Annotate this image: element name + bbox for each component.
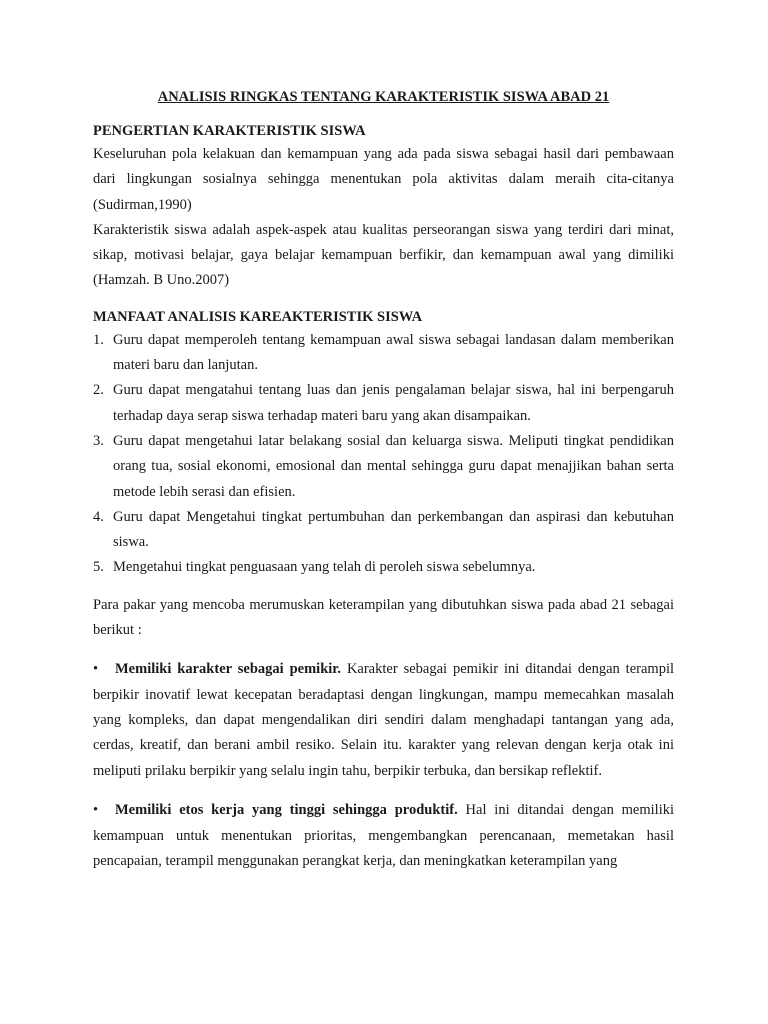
list-item	[93, 555, 674, 580]
document-content	[93, 86, 674, 889]
bullet-icon: •	[93, 802, 99, 819]
bullet-lead: Memiliki karakter sebagai pemikir.	[115, 661, 342, 678]
list-item	[93, 328, 674, 379]
list-item-text: Mengetahui tingkat penguasaan yang telah di peroleh siswa sebelumnya.	[113, 559, 536, 576]
section-heading-manfaat: MANFAAT ANALISIS KAREAKTERISTIK SISWA	[93, 308, 423, 325]
section-heading-pengertian: PENGERTIAN KARAKTERISTIK SISWA	[93, 123, 366, 139]
paragraph-definition-2: Karakteristik siswa adalah aspek-aspek atau kualitas perseorangan siswa yang terdiri dari minat, sikap, motivasi belajar, gaya belajar kemampuan berfikir, dan kemampuan awal yang dimiliki (Hamzah. B Uno.2007)	[93, 221, 674, 289]
list-item-text: Guru dapat Mengetahui tingkat pertumbuhan dan perkembangan dan aspirasi dan kebutuhan siswa.	[113, 508, 674, 551]
list-item-number: 3.	[93, 432, 104, 449]
list-item	[93, 378, 674, 429]
bullet-text: Hal ini ditandai dengan memiliki kemampuan untuk menentukan prioritas, mengembangkan perencanaan, memetakan hasil pencapaian, terampil menggunakan perangkat kerja, dan meningkatkan keterampilan yang	[93, 802, 674, 869]
paragraph-intro: Para pakar yang mencoba merumuskan keterampilan yang dibutuhkan siswa pada abad 21 sebagai berikut :	[93, 596, 674, 639]
list-item-number: 2.	[93, 382, 104, 399]
document-title: ANALISIS RINGKAS TENTANG KARAKTERISTIK SISWA ABAD 21	[157, 89, 610, 105]
list-item	[93, 505, 674, 556]
benefits-list	[93, 328, 674, 581]
bullet-item-pemikir	[93, 657, 674, 783]
bullet-text: Karakter sebagai pemikir ini ditandai dengan terampil berpikir inovatif lewat kecepatan beradaptasi dengan lingkungan, mampu memecahkan masalah yang kompleks, dan dapat mengendalikan diri sendiri dalam menghadapi tantangan yang ada, cerdas, kreatif, dan berani ambil resiko. Selain itu. karakter yang relevan dengan kerja otak ini meliputi prilaku berpikir yang selalu ingin tahu, berpikir terbuka, dan bersikap reflektif.	[93, 661, 674, 779]
list-item-number: 4.	[93, 508, 104, 525]
list-item-text: Guru dapat mengetahui latar belakang sosial dan keluarga siswa. Meliputi tingkat pendidikan orang tua, sosial ekonomi, emosional dan mental sehingga guru dapat menajjikan bahan serta metode lebih serasi dan efisien.	[113, 432, 674, 500]
list-item-text: Guru dapat memperoleh tentang kemampuan awal siswa sebagai landasan dalam memberikan materi baru dan lanjutan.	[113, 331, 674, 374]
paragraph-definition-1: Keseluruhan pola kelakuan dan kemampuan yang ada pada siswa sebagai hasil dari pembawaan dari lingkungan sosialnya sehingga menentukan pola aktivitas dalam meraih cita-citanya (Sudirman,1990)	[93, 146, 674, 213]
list-item-number: 5.	[93, 559, 104, 576]
list-item-number: 1.	[93, 331, 104, 348]
list-item-text: Guru dapat mengatahui tentang luas dan jenis pengalaman belajar siswa, hal ini berpengaruh terhadap daya serap siswa terhadap materi baru yang akan disampaikan.	[113, 382, 674, 424]
bullet-item-etos-kerja	[93, 798, 674, 874]
list-item	[93, 429, 674, 505]
bullet-lead: Memiliki etos kerja yang tinggi sehingga produktif.	[115, 802, 458, 819]
bullet-icon: •	[93, 661, 99, 678]
